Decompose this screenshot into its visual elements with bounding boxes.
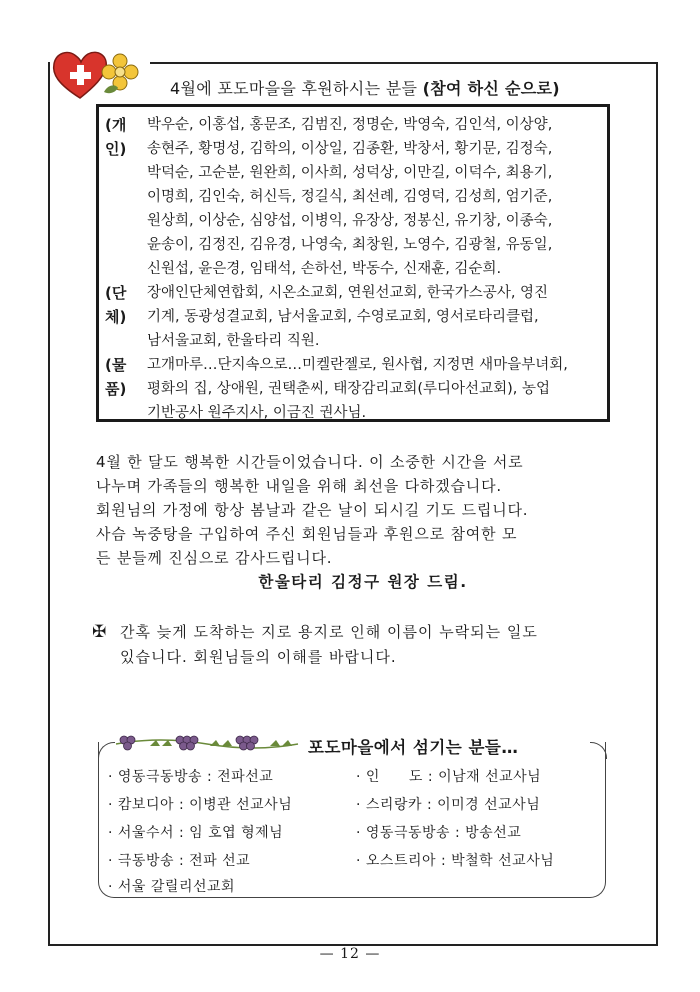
donor-line: 고개마루…단지속으로…미켈란젤로, 원사협, 지정면 새마을부녀회, — [147, 357, 568, 373]
flower-icon — [102, 54, 138, 90]
donor-line: 신원섭, 윤은경, 임태석, 손하선, 박동수, 신재훈, 김순희. — [147, 261, 502, 277]
letter-line: 든 분들께 진심으로 감사드립니다. — [96, 549, 333, 567]
donor-line: 원상희, 이상순, 심양섭, 이병익, 유장상, 정봉신, 유기창, 이종숙, — [147, 213, 553, 229]
page-title-text: 4월에 포도마을을 후원하시는 분들 — [170, 79, 418, 98]
donor-line: 남서울교회, 한울타리 직원. — [147, 333, 320, 349]
donor-line: 박덕순, 고순분, 원완희, 이사희, 성덕상, 이만길, 이덕수, 최용기, — [147, 165, 553, 181]
servant-item: · 스리랑카 : 이미경 선교사님 — [356, 797, 541, 813]
donor-line: 기반공사 원주지사, 이금진 권사님. — [147, 405, 367, 421]
letter-line: 나누며 가족들의 행복한 내일을 위해 최선을 다하겠습니다. — [96, 477, 502, 495]
servant-item: · 영동극동방송 : 전파선교 — [108, 769, 274, 785]
letter-line: 4월 한 달도 행복한 시간들이었습니다. 이 소중한 시간을 서로 — [96, 453, 524, 471]
page-title-note: (참여 하신 순으로) — [422, 79, 560, 98]
page-number: — 12 — — [319, 946, 381, 962]
heart-cross-logo — [48, 44, 156, 104]
letter-line: 회원님의 가정에 항상 봄날과 같은 날이 되시길 기도 드립니다. — [96, 501, 529, 519]
donor-line: 평화의 집, 상애원, 권택춘씨, 태장감리교회(루디아선교회), 농업 — [147, 381, 550, 397]
notice-line: 있습니다. 회원님들의 이해를 바랍니다. — [120, 648, 397, 666]
page-border-top — [150, 62, 656, 64]
donor-line: 이명희, 김인숙, 허신득, 정길식, 최선례, 김영덕, 김성희, 엄기준, — [147, 189, 553, 205]
servants-title: 포도마을에서 섬기는 분들… — [308, 738, 519, 757]
servant-item: · 캄보디아 : 이병관 선교사님 — [108, 797, 293, 813]
servant-item: · 인 도 : 이남재 선교사님 — [356, 769, 542, 785]
donor-category-label: (물품) — [105, 356, 127, 398]
servant-item: · 서울 갈릴리선교회 — [108, 879, 236, 895]
donor-category-label: (개인) — [105, 116, 127, 158]
servant-item: · 오스트리아 : 박철학 선교사님 — [356, 853, 555, 869]
donor-list-box — [96, 104, 610, 422]
donor-line: 박우순, 이홍섭, 홍문조, 김범진, 정명순, 박영숙, 김인석, 이상양, — [147, 117, 553, 133]
donor-group-individual — [105, 113, 601, 281]
donor-category-label: (단체) — [105, 284, 127, 326]
donor-group-goods — [105, 353, 601, 425]
notice — [92, 620, 612, 670]
cross-mark-icon: ✠ — [92, 622, 108, 642]
notice-line: 간혹 늦게 도착하는 지로 용지로 인해 이름이 누락되는 일도 — [120, 623, 538, 641]
letter-line: 사슴 녹중탕을 구입하여 주신 회원님들과 후원으로 참여한 모 — [96, 525, 518, 543]
servant-item: · 영동극동방송 : 방송선교 — [356, 825, 522, 841]
page-title — [170, 76, 560, 99]
leaf-icon — [104, 85, 118, 93]
letter-signature: 한울타리 김정구 원장 드림. — [258, 573, 468, 591]
servant-item: · 극동방송 : 전파 선교 — [108, 853, 251, 869]
donor-group-organization — [105, 281, 601, 353]
cross-icon-horizontal — [70, 72, 91, 79]
thank-you-letter — [96, 450, 606, 570]
servant-item: · 서울수서 : 임 호엽 형제님 — [108, 825, 284, 841]
donor-line: 장애인단체연합회, 시온소교회, 연원선교회, 한국가스공사, 영진 — [147, 285, 549, 301]
donor-line: 윤송이, 김정진, 김유경, 나영숙, 최창원, 노영수, 김광철, 유동일, — [147, 237, 553, 253]
donor-line: 송현주, 황명성, 김학의, 이상일, 김종환, 박창서, 황기문, 김정숙, — [147, 141, 553, 157]
donor-line: 기계, 동광성결교회, 남서울교회, 수영로교회, 영서로타리클럽, — [147, 309, 539, 325]
